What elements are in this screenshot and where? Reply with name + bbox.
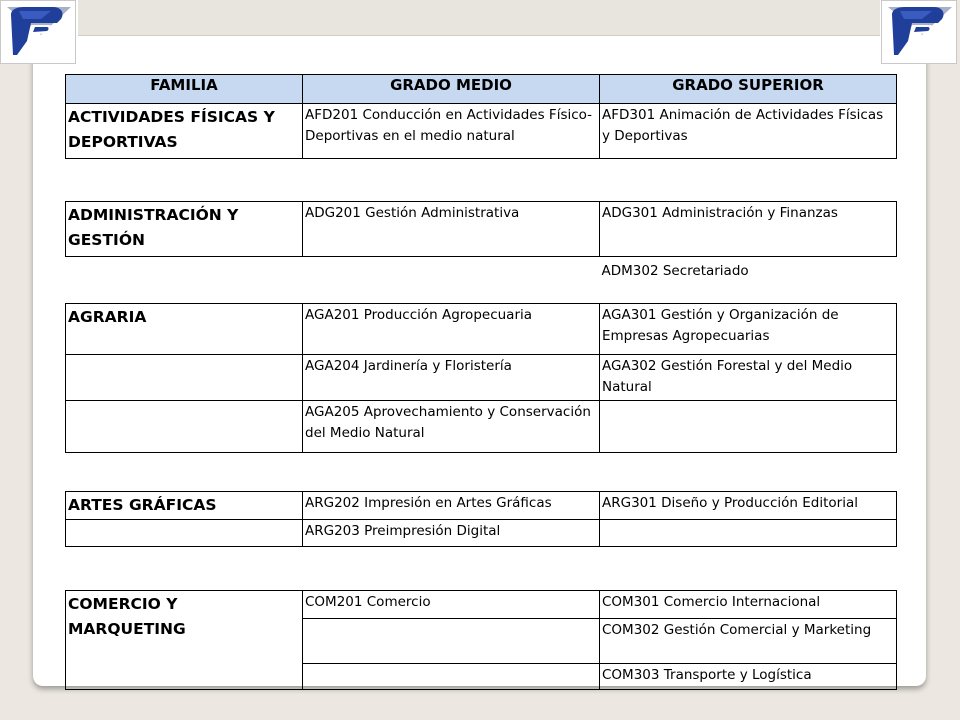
superior-cell: ADM302 Secretariado [601, 263, 749, 279]
familia-cell: AGRARIA [66, 304, 303, 355]
familia-cell: ARTES GRÁFICAS [66, 492, 303, 520]
medio-cell: AGA205 Aprovechamiento y Conservación del Medio Natural [303, 401, 600, 453]
superior-cell: COM303 Transporte y Logística [600, 664, 897, 690]
superior-cell [600, 401, 897, 453]
medio-cell: COM201 Comercio [303, 591, 600, 619]
familia-cell: COMERCIO Y MARQUETING [66, 591, 303, 690]
fp-logo-left [0, 0, 76, 64]
table-row [66, 492, 897, 520]
header-grado-medio: GRADO MEDIO [303, 75, 600, 104]
table-administracion [65, 201, 897, 287]
table-artes [65, 491, 897, 547]
table-row [66, 257, 897, 287]
superior-cell: ADG301 Administración y Finanzas [600, 202, 897, 257]
medio-cell [303, 619, 600, 664]
medio-cell: ADG201 Gestión Administrativa [303, 202, 600, 257]
fp-logo-right [881, 0, 957, 64]
medio-cell [303, 664, 600, 690]
table-row [66, 591, 897, 619]
familia-cell: ADMINISTRACIÓN Y GESTIÓN [66, 202, 303, 257]
table-row [66, 304, 897, 355]
header-row [66, 75, 897, 104]
medio-cell: AGA201 Producción Agropecuaria [303, 304, 600, 355]
table-row [66, 104, 897, 159]
superior-cell: COM302 Gestión Comercial y Marketing [600, 619, 897, 664]
header-grado-superior: GRADO SUPERIOR [600, 75, 897, 104]
header-familia: FAMILIA [66, 75, 303, 104]
table-row [66, 520, 897, 547]
table-row [66, 355, 897, 401]
familia-cell: ACTIVIDADES FÍSICAS Y DEPORTIVAS [66, 104, 303, 159]
table-comercio [65, 590, 897, 690]
medio-cell: ARG203 Preimpresión Digital [303, 520, 600, 547]
fp-logo-icon [882, 1, 956, 63]
superior-cell: AGA301 Gestión y Organización de Empresas Agropecuarias [600, 304, 897, 355]
table-row [66, 401, 897, 453]
medio-cell: AGA204 Jardinería y Floristería [303, 355, 600, 401]
table-agraria [65, 303, 897, 453]
table-actividades [65, 74, 897, 159]
medio-cell: ARG202 Impresión en Artes Gráficas [303, 492, 600, 520]
superior-cell: ARG301 Diseño y Producción Editorial [600, 492, 897, 520]
top-band [78, 0, 880, 36]
fp-logo-icon [1, 1, 75, 63]
table-row [66, 202, 897, 257]
superior-cell: AFD301 Animación de Actividades Físicas y Deportivas [600, 104, 897, 159]
superior-cell: AGA302 Gestión Forestal y del Medio Natural [600, 355, 897, 401]
medio-cell: AFD201 Conducción en Actividades Físico-Deportivas en el medio natural [303, 104, 600, 159]
superior-cell [600, 520, 897, 547]
superior-cell: COM301 Comercio Internacional [600, 591, 897, 619]
